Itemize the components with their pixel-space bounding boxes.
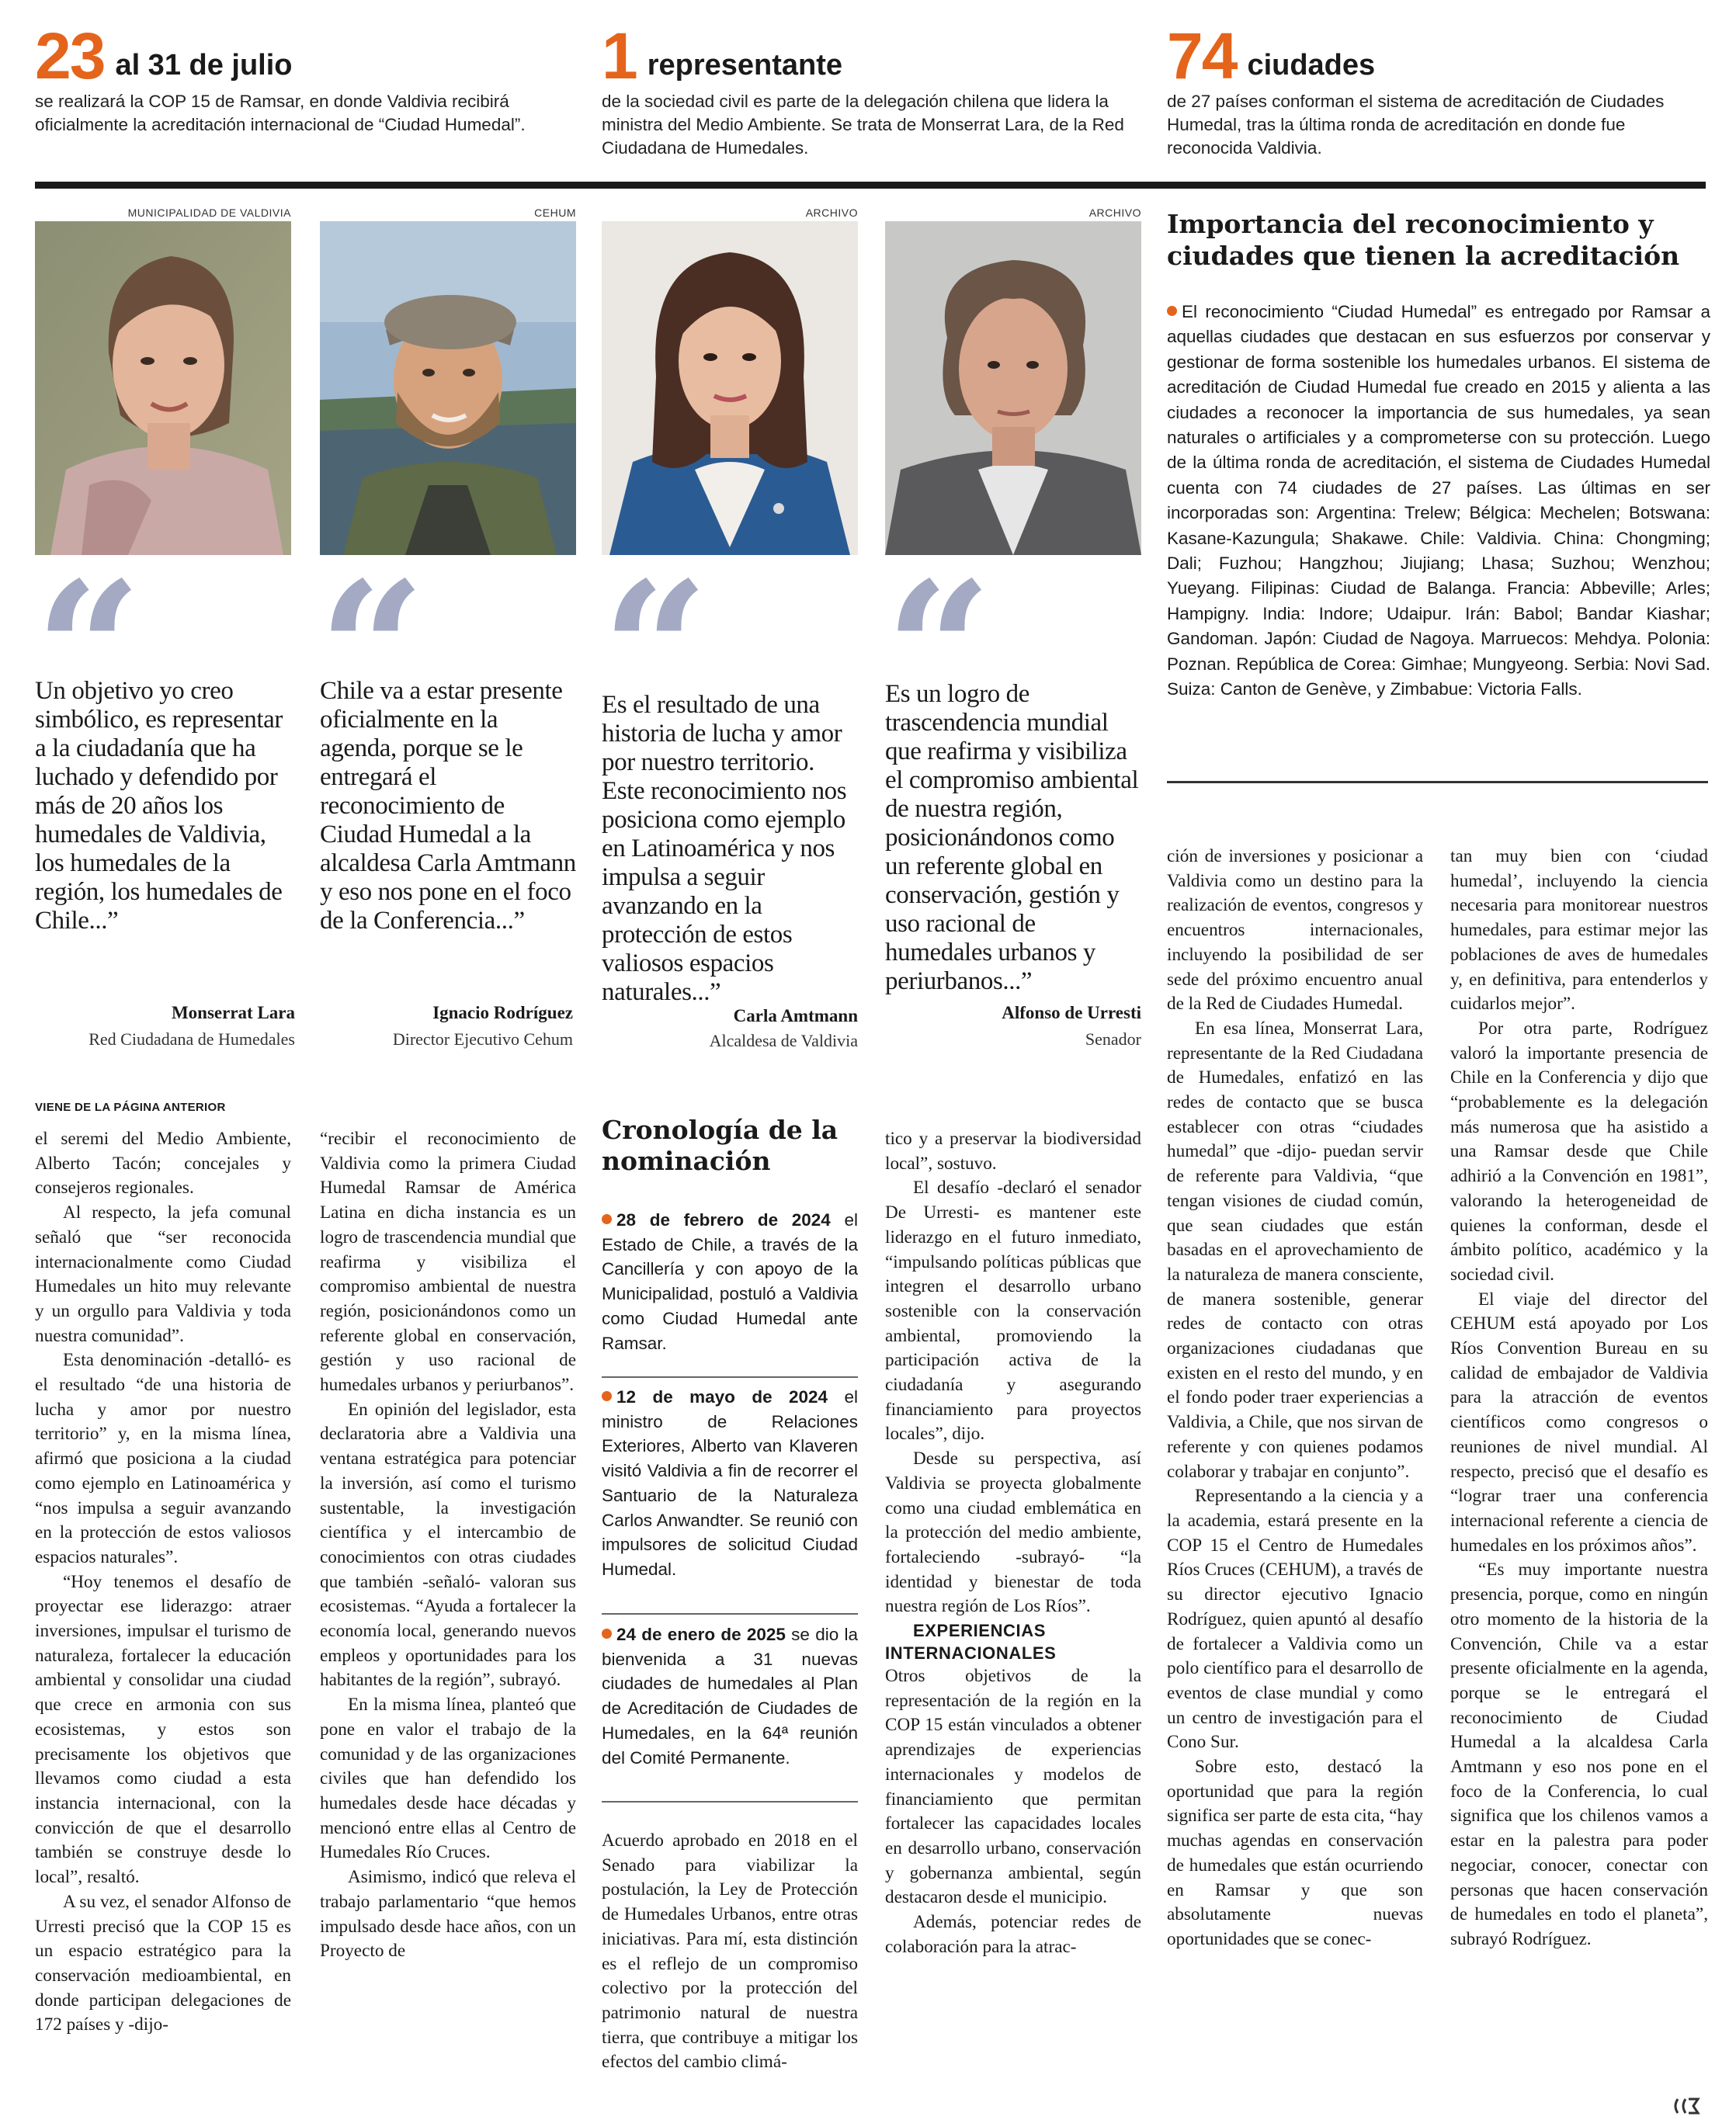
paragraph: El viaje del director del CEHUM está apoyado por Los Ríos Convention Bureau en su calidad de embajador de Valdivia para la atracción de eventos científicos como congresos o reuniones de nivel mundial. Al respecto, precisó que el desafío es “lograr traer una conferencia internacional referente a ciencia de humedales en los próximos años”.	[1450, 1289, 1708, 1556]
photo-credit: MUNICIPALIDAD DE VALDIVIA	[127, 206, 291, 219]
paragraph: tico y a preservar la biodiversidad local”, sostuvo.	[885, 1129, 1141, 1174]
quote-text: Es el resultado de una historia de lucha y amor por nuestro territorio. Este reconocimiento nos posiciona como ejemplo en Latinoamérica y nos impulsa a seguir avanzando en la protección de estos valiosos espacios naturales...”	[602, 691, 847, 1006]
sidebar-title: Importancia del reconocimiento y ciudades que tienen la acreditación	[1167, 209, 1680, 271]
top-divider	[35, 182, 1706, 189]
quote-mark-icon	[885, 573, 992, 682]
stat-description: se realizará la COP 15 de Ramsar, en donde Valdivia recibirá oficialmente la acreditación internacional de “Ciudad Humedal”.	[35, 92, 526, 134]
chronology-text: el ministro de Relaciones Exteriores, Alberto van Klaveren visitó Valdivia a fin de recorrer el Santuario de la Naturaleza Carlos Anwandter. Se reunió con impulsores de solicitud Ciudad Humedal.	[602, 1387, 858, 1579]
quote-author: Ignacio Rodríguez	[432, 1003, 573, 1022]
stat-number: 74	[1167, 19, 1237, 92]
quote-mark-icon	[602, 573, 709, 682]
paragraph: En la misma línea, planteó que pone en valor el trabajo de la comunidad y de las organizaciones civiles que han defendido los humedales desde hace décadas y mencionó entre ellas al Centro de Humedales Río Cruces.	[320, 1695, 576, 1863]
article-column-2	[320, 1127, 576, 1964]
sidebar-divider	[1167, 781, 1708, 783]
chronology-divider	[602, 1376, 858, 1378]
paragraph: “Hoy tenemos el desafío de proyectar ese liderazgo: atraer inversiones, impulsar el turismo de naturaleza, fortalecer la educación ambiental y consolidar una ciudad que crece en armonia con sus ecosistemas, y estos son precisamente los objetivos que llevamos como ciudad a esta instancia internacional, con la convicción de que el desarrollo también se construye desde lo local”, resaltó.	[35, 1571, 291, 1888]
quote-mark-icon	[35, 573, 142, 682]
photo-carla-amtmann	[602, 221, 858, 555]
quote-author: Monserrat Lara	[171, 1003, 295, 1022]
stat-cities	[1167, 19, 1710, 160]
paragraph: A su vez, el senador Alfonso de Urresti precisó que la COP 15 es un espacio estratégico para la conservación medioambiental, en donde participan delegaciones de 172 países y -dijo-	[35, 1891, 291, 2035]
bullet-dot-icon	[1167, 306, 1177, 316]
paragraph: En opinión del legislador, esta declaratoria abre a Valdivia una ventana estratégica para potenciar la inversión, así como el turismo sustentable, la investigación científica y el intercambio de conocimientos con otras ciudades que también -señaló- valoran sus ecosistemas. “Ayuda a fortalecer la economía local, generando nuevos empleos y oportunidades para los habitantes de la región”, subrayó.	[320, 1399, 576, 1691]
paragraph: El desafío -declaró el senador De Urresti- es mantener este liderazgo en el futuro inmediato, “impulsando políticas públicas que integren el desarrollo urbano sostenible con la conservación ambiental, promoviendo la participación activa de la ciudadanía y asegurando financiamiento para proyectos locales”, dijo.	[885, 1178, 1141, 1445]
chronology-text: el Estado de Chile, a través de la Cancillería y con apoyo de la Municipalidad, postuló a Valdivia como Ciudad Humedal ante Ramsar.	[602, 1210, 858, 1353]
sidebar-body	[1167, 300, 1710, 703]
stat-label: al 31 de julio	[115, 49, 293, 82]
article-column-6	[1450, 845, 1708, 1952]
bullet-dot-icon	[602, 1391, 612, 1401]
quote-text: Es un logro de trascendencia mundial que reafirma y visibiliza el compromiso ambiental de nuestra región, posicionándonos como un referente global en conservación, gestión y uso racional de humedales urbanos y periurbanos...”	[885, 680, 1139, 995]
paragraph: “Es muy importante nuestra presencia, porque, como en ningún otro momento de la historia de la Convención, Chile va a estar presente oficialmente en la agenda, porque se le entregará el reconocimiento de Ciudad Humedal a la alcaldesa Carla Amtmann y eso nos pone en el foco de la Conferencia, lo cual significa que los chilenos vamos a estar en la palestra para poder negociar, conocer, conectar con personas que hacen conservación de humedales en todo el planeta”, subrayó Rodríguez.	[1450, 1560, 1708, 1949]
paragraph: el seremi del Medio Ambiente, Alberto Tacón; concejales y consejeros regionales.	[35, 1129, 291, 1199]
paragraph: En esa línea, Monserrat Lara, representante de la Red Ciudadana de Humedales, enfatizó en las redes de contacto que se busca establecer con otras “ciudades humedal” que -dijo- puedan servir de referente para Valdivia, “que tengan visiones de ciudad común, que sean ciudades que están basadas en el aprovechamiento de la naturaleza de manera consciente, de manera sostenible, generar redes de contacto con otras organizaciones ciudadanas que existen en el resto del mundo, y en el fondo poder traer experiencias a Valdivia, a Chile, que nos sirvan de referente y con quienes podamos colaborar y trabajar en conjunto”.	[1167, 1018, 1423, 1482]
quote-author: Alfonso de Urresti	[1002, 1003, 1141, 1022]
chronology-item	[602, 1385, 858, 1582]
article-column-5	[1167, 845, 1423, 1952]
stat-number: 23	[35, 19, 105, 92]
stat-label: representante	[647, 49, 843, 82]
photo-credit: CEHUM	[534, 206, 576, 219]
photo-credit: ARCHIVO	[1088, 206, 1141, 219]
paragraph: Además, potenciar redes de colaboración para la atrac-	[885, 1912, 1141, 1957]
photo-credit: ARCHIVO	[805, 206, 858, 219]
paragraph: Otros objetivos de la representación de la región en la COP 15 están vinculados a obtener aprendizajes de experiencias internacionales y modelos de financiamiento que permitan fortalecer las capacidades locales en desarrollo urbano, conservación y gobernanza ambiental, según destacaron desde el municipio.	[885, 1666, 1141, 1908]
paragraph: Al respecto, la jefa comunal señaló que “ser reconocida internacionalmente como Ciudad Humedales un hito muy relevante y un orgullo para Valdivia y toda nuestra comunidad”.	[35, 1202, 291, 1346]
paragraph: tan muy bien con ‘ciudad humedal’, incluyendo la ciencia necesaria para monitorear nuestros humedales, para estimar mejor las poblaciones de aves de humedales y, en definitiva, para entenderlos y cuidarlos mejor”.	[1450, 846, 1708, 1015]
paragraph: Por otra parte, Rodríguez valoró la importante presencia de Chile en la Conferencia y dijo que “probablemente es la delegación más numerosa que ha asistido a una Ramsar desde que Chile adhirió a la Convención en 1981”, valorando la heterogeneidad de quienes la conforman, desde el ámbito político, académico y la sociedad civil.	[1450, 1018, 1708, 1285]
quote-author-role: Director Ejecutivo Cehum	[392, 1029, 573, 1049]
quote-author-role: Alcaldesa de Valdivia	[709, 1031, 858, 1050]
end-mark-icon	[1672, 2094, 1703, 2118]
quote-text: Un objetivo yo creo simbólico, es representar a la ciudadanía que ha luchado y defendido por más de 20 años los humedales de Valdivia, los humedales de la región, los humedales de Chile...”	[35, 677, 283, 935]
paragraph: Acuerdo aprobado en 2018 en el Senado para viabilizar la postulación, la Ley de Protección de Humedales Urbanos, entre otras iniciativas. Para mí, esta distinción es el reflejo de un compromiso colectivo por la protección del patrimonio natural de nuestra tierra, que contribuye a mitigar los efectos del cambio climá-	[602, 1830, 858, 2073]
chronology-date: 28 de febrero de 2024	[616, 1210, 831, 1230]
article-column-3	[602, 1829, 858, 2075]
chronology-date: 24 de enero de 2025	[616, 1625, 786, 1644]
chronology-item	[602, 1622, 858, 1770]
paragraph: Desde su perspectiva, así Valdivia se proyecta globalmente como una ciudad emblemática en la protección del medio ambiente, fortaleciendo -subrayó- “la identidad y bienestar de toda nuestra región de Los Ríos”.	[885, 1449, 1141, 1617]
quote-author: Carla Amtmann	[733, 1006, 858, 1025]
stat-dates	[35, 19, 578, 137]
chronology-divider	[602, 1801, 858, 1803]
photo-alfonso-de-urresti	[885, 221, 1141, 555]
chronology-item	[602, 1208, 858, 1355]
quote-mark-icon	[318, 573, 425, 682]
photo-ignacio-rodriguez	[320, 221, 576, 555]
chronology-title: Cronología de la nominación	[602, 1115, 838, 1176]
article-column-4	[885, 1127, 1141, 1960]
article-column-1	[35, 1127, 291, 2038]
paragraph: ción de inversiones y posicionar a Valdivia como un destino para la realización de eventos, congresos y encuentros internacionales, incluyendo la posibilidad de ser sede del próximo encuentro anual de la Red de Ciudades Humedal.	[1167, 846, 1423, 1015]
quote-author-role: Senador	[1085, 1029, 1141, 1049]
quote-text: Chile va a estar presente oficialmente en la agenda, porque se le entregará el reconocimiento de Ciudad Humedal a la alcaldesa Carla Amtmann y eso nos pone en el foco de la Conferencia...”	[320, 677, 576, 935]
bullet-dot-icon	[602, 1629, 612, 1639]
stat-label: ciudades	[1247, 49, 1376, 82]
stat-number: 1	[602, 19, 637, 92]
section-subhead: EXPERIENCIAS INTERNACIONALES	[885, 1621, 1057, 1664]
continued-kicker: VIENE DE LA PÁGINA ANTERIOR	[35, 1101, 226, 1114]
paragraph: Asimismo, indicó que releva el trabajo parlamentario “que hemos impulsado desde hace años, con un Proyecto de	[320, 1867, 576, 1962]
stat-description: de 27 países conforman el sistema de acreditación de Ciudades Humedal, tras la última ronda de acreditación en donde fue reconocida Valdivia.	[1167, 92, 1665, 158]
paragraph: Representando a la ciencia y a la academia, estará presente en la COP 15 el Centro de Humedales Ríos Cruces (CEHUM), a través de su director ejecutivo Ignacio Rodríguez, quien apuntó al desafío de fortalecer a Valdivia como un polo científico para el desarrollo de eventos de clase mundial y como un centro de investigación para el Cono Sur.	[1167, 1486, 1423, 1753]
chronology-date: 12 de mayo de 2024	[616, 1387, 828, 1407]
quote-author-role: Red Ciudadana de Humedales	[89, 1029, 295, 1049]
stat-representative	[602, 19, 1145, 160]
chronology-divider	[602, 1613, 858, 1615]
paragraph: Sobre esto, destacó la oportunidad que para la región significa ser parte de esta cita, “hay muchas agendas en conservación de humedales que están ocurriendo en Ramsar y que son absolutamente nuevas oportunidades que se conec-	[1167, 1757, 1423, 1949]
photo-monserrat-lara	[35, 221, 291, 555]
bullet-dot-icon	[602, 1214, 612, 1224]
paragraph: “recibir el reconocimiento de Valdivia como la primera Ciudad Humedal Ramsar de América Latina en dicha instancia es un logro de trascendencia mundial que reafirma y visibiliza el compromiso ambiental de nuestra región, posicionándonos como un referente global en conservación, gestión y uso racional de humedales urbanos y periurbanos”.	[320, 1129, 576, 1396]
paragraph: Esta denominación -detalló- es el resultado “de una historia de lucha y amor por nuestro territorio” y, en la misma línea, afirmó que posiciona a la ciudad como ejemplo en Latinoamérica y “nos impulsa a seguir avanzando en la protección de estos valiosos espacios naturales”.	[35, 1350, 291, 1567]
chronology-text: se dio la bienvenida a 31 nuevas ciudades de humedales al Plan de Acreditación de Ciudades de Humedales, en la 64ª reunión del Comité Permanente.	[602, 1625, 859, 1768]
stat-description: de la sociedad civil es parte de la delegación chilena que lidera la ministra del Medio Ambiente. Se trata de Monserrat Lara, de la Red Ciudadana de Humedales.	[602, 92, 1124, 158]
sidebar-text: El reconocimiento “Ciudad Humedal” es entregado por Ramsar a aquellas ciudades que destacan en sus esfuerzos por conservar y gestionar de forma sostenible los humedales urbanos. El sistema de acreditación de Ciudad Humedal fue creado en 2015 y alienta a las ciudades a reconocer la importancia de sus humedales, ya sean naturales o artificiales y a comprometerse con su protección. Luego de la última ronda de acreditación, el sistema de Ciudades Humedal cuenta con 74 ciudades de 27 países. Las últimas en ser incorporadas son: Argentina: Trelew; Bélgica: Mechelen; Botswana: Kasane-Kazungula; Shakawe. Chile: Valdivia. China: Chongming; Dali; Fuzhou; Hangzhou; Jiujiang; Lhasa; Suzhou; Wenzhou; Yueyang. Filipinas: Ciudad de Balanga. Francia: Abbeville; Arles; Hampigny. India: Indore; Udaipur. Irán: Babol; Bandar Kiashar; Gandoman. Japón: Ciudad de Nagoya. Marruecos: Mehdya. Polonia: Poznan. República de Corea: Gimhae; Mungyeong. Serbia: Novi Sad. Suiza: Canton de Genève, y Zimbabue: Victoria Falls.	[1167, 302, 1710, 699]
